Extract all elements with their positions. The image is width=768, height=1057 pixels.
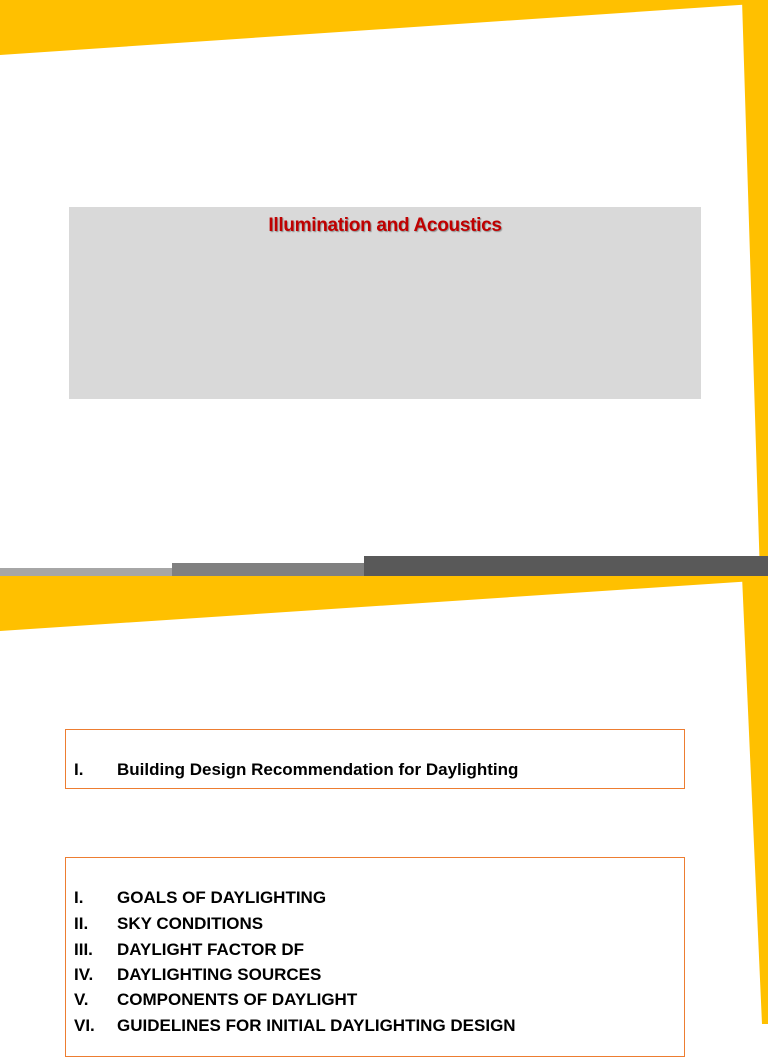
list-item — [74, 1016, 516, 1036]
list-item — [74, 940, 304, 960]
bottom-bar-dark — [364, 556, 768, 576]
section-box-main — [65, 729, 685, 789]
top-yellow-band — [0, 0, 768, 55]
item-text: Building Design Recommendation for Daylighting — [117, 760, 519, 779]
item-number: IV. — [74, 965, 94, 984]
slide-title: Illumination and Acoustics — [268, 215, 502, 236]
right-yellow-band — [742, 576, 768, 1024]
bottom-bar-mid — [172, 563, 364, 576]
item-number: I. — [74, 888, 84, 907]
item-number: II. — [74, 914, 89, 933]
item-text: GOALS OF DAYLIGHTING — [117, 888, 327, 907]
right-yellow-band — [742, 0, 768, 576]
item-number: VI. — [74, 1016, 95, 1035]
top-yellow-band — [0, 576, 768, 631]
bottom-bar-light — [0, 568, 172, 576]
slide-2 — [0, 576, 768, 1035]
item-text: COMPONENTS OF DAYLIGHT — [117, 990, 358, 1009]
list-item — [74, 965, 321, 985]
item-number: I. — [74, 760, 84, 779]
item-text: DAYLIGHT FACTOR DF — [117, 940, 305, 959]
item-text: DAYLIGHTING SOURCES — [117, 965, 322, 984]
title-box — [69, 207, 701, 399]
item-text: GUIDELINES FOR INITIAL DAYLIGHTING DESIGN — [117, 1016, 516, 1035]
list-item — [74, 914, 263, 934]
item-number: V. — [74, 990, 89, 1009]
list-item — [74, 888, 326, 908]
section-box-topics — [65, 857, 685, 1057]
list-item — [74, 990, 357, 1010]
item-text: SKY CONDITIONS — [117, 914, 264, 933]
list-item — [74, 760, 518, 780]
item-number: III. — [74, 940, 93, 959]
